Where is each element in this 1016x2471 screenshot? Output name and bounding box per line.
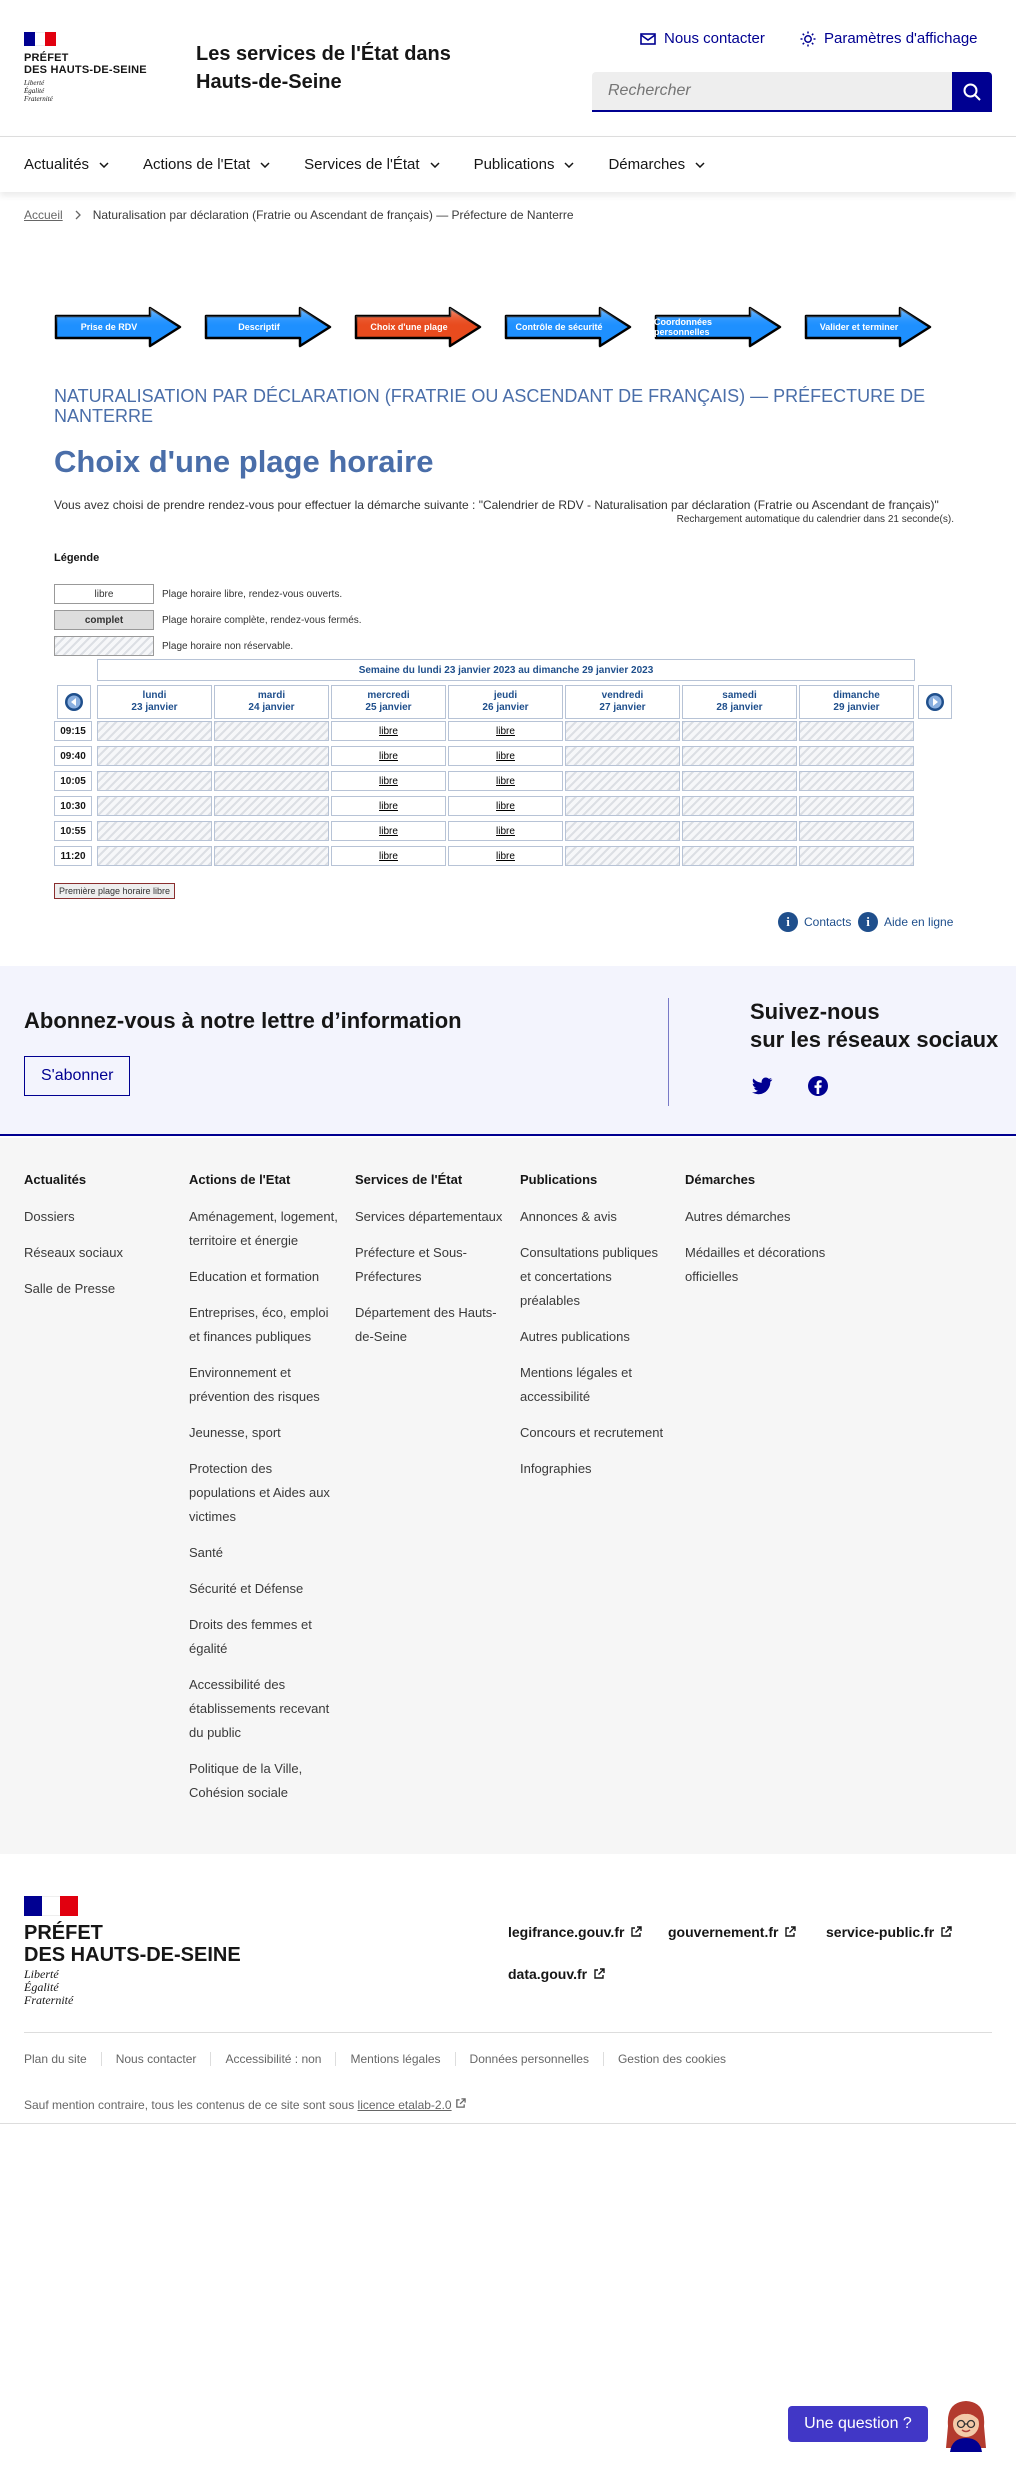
- logo-title[interactable]: [24, 52, 147, 76]
- free-slot[interactable]: libre: [448, 846, 563, 866]
- nav-item-services-etat[interactable]: [304, 156, 439, 173]
- info-icon: i: [858, 912, 878, 932]
- footer-link[interactable]: Accessibilité des établissements recevant du public: [189, 1677, 330, 1740]
- chevron-down-icon: [430, 162, 440, 168]
- legend-free-desc: Plage horaire libre, rendez-vous ouverts.: [162, 588, 343, 600]
- unavailable-slot: [97, 721, 212, 741]
- time-label: 09:40: [54, 746, 92, 766]
- unavailable-slot: [682, 721, 797, 741]
- online-help-label: Aide en ligne: [884, 915, 954, 929]
- free-slot[interactable]: libre: [331, 746, 446, 766]
- day-name: vendredi: [601, 690, 644, 701]
- unavailable-slot: [565, 796, 680, 816]
- legend-title: Légende: [54, 552, 100, 564]
- free-slot[interactable]: libre: [448, 821, 563, 841]
- site-title[interactable]: Les services de l'État dans Hauts-de-Seine: [196, 43, 451, 93]
- motto-fraternite: Fraternité: [24, 95, 53, 103]
- external-link-icon: [630, 1926, 642, 1938]
- motto-egalite: Égalité: [24, 87, 45, 95]
- footer-link[interactable]: Préfecture et Sous-Préfectures: [355, 1245, 467, 1284]
- motto-liberte: Liberté: [24, 1967, 59, 1981]
- footer-logo-line-1: PRÉFET: [24, 1922, 103, 1944]
- search-input[interactable]: [592, 72, 952, 112]
- time-label: 09:15: [54, 721, 92, 741]
- footer-link[interactable]: Département des Hauts-de-Seine: [355, 1305, 497, 1344]
- unavailable-slot: [214, 821, 329, 841]
- footer-link[interactable]: Politique de la Ville, Cohésion sociale: [189, 1761, 303, 1800]
- footer-link[interactable]: Dossiers: [24, 1209, 75, 1224]
- unavailable-slot: [799, 721, 914, 741]
- unavailable-slot: [799, 796, 914, 816]
- footer-column: [189, 1172, 339, 1817]
- footer-link[interactable]: Sécurité et Défense: [189, 1581, 304, 1596]
- legend-full-box: complet: [54, 610, 154, 630]
- previous-week-button[interactable]: [57, 685, 91, 719]
- licence-prefix: Sauf mention contraire, tous les contenus de ce site sont sous: [24, 2098, 355, 2112]
- legend-full-desc: Plage horaire complète, rendez-vous fermés.: [162, 614, 362, 626]
- contacts-label: Contacts: [804, 915, 852, 929]
- footer-column: [355, 1172, 505, 1361]
- nav-label: Services de l'État: [304, 156, 420, 173]
- day-date: 23 janvier: [131, 702, 178, 713]
- service-title: NATURALISATION PAR DÉCLARATION (FRATRIE OU ASCENDANT DE FRANÇAIS) — PRÉFECTURE DE NANTERRE: [54, 386, 926, 426]
- step-label: Contrôle de sécurité: [515, 322, 603, 332]
- footer-link[interactable]: Droits des femmes et égalité: [189, 1617, 312, 1656]
- time-label: 11:20: [54, 846, 92, 866]
- ext-link-label: gouvernement.fr: [668, 1924, 779, 1940]
- chevron-right-icon: [75, 210, 81, 220]
- search-button[interactable]: [952, 72, 992, 112]
- site-footer: [0, 1854, 1016, 2124]
- time-label: 10:30: [54, 796, 92, 816]
- day-header-dimanche: [799, 685, 914, 719]
- footer-column-title: Actualités: [24, 1172, 87, 1187]
- mail-icon: [640, 32, 656, 46]
- ext-link-label: data.gouv.fr: [508, 1966, 588, 1982]
- legal-link-sitemap[interactable]: Plan du site: [24, 2052, 87, 2066]
- social-title: [750, 998, 1010, 1054]
- contact-link[interactable]: [640, 30, 765, 47]
- unavailable-slot: [682, 821, 797, 841]
- gouvernement-link[interactable]: [668, 1924, 796, 1940]
- step-label: Descriptif: [238, 322, 280, 332]
- free-slot[interactable]: libre: [331, 846, 446, 866]
- unavailable-slot: [214, 796, 329, 816]
- ext-link-label: service-public.fr: [826, 1924, 935, 1940]
- external-link-icon: [455, 2098, 466, 2109]
- day-date: 25 janvier: [365, 702, 412, 713]
- site-header: [0, 0, 1016, 136]
- footer-link[interactable]: Mentions légales et accessibilité: [520, 1365, 633, 1404]
- footer-link[interactable]: Protection des populations et Aides aux victimes: [189, 1461, 330, 1524]
- unavailable-slot: [565, 846, 680, 866]
- search-bar: [592, 72, 992, 112]
- nav-item-actualites[interactable]: [24, 156, 109, 173]
- footer-motto: [24, 1968, 73, 2007]
- footer-column-title: Actions de l'Etat: [189, 1172, 291, 1187]
- intro-text: Vous avez choisi de prendre rendez-vous pour effectuer la démarche suivante : "Calendrier de RDV - Naturalisation par déclaration (Fratrie ou Ascendant de français)": [54, 498, 939, 512]
- chevron-down-icon: [695, 162, 705, 168]
- booking-steps: [54, 306, 934, 348]
- day-header-mardi: [214, 685, 329, 719]
- nav-item-demarches[interactable]: [608, 156, 705, 173]
- unavailable-slot: [565, 821, 680, 841]
- chat-question-button[interactable]: Une question ?: [788, 2406, 928, 2442]
- nav-label: Publications: [473, 156, 555, 173]
- legend-full: [54, 610, 362, 630]
- footer-column-title: Services de l'État: [355, 1172, 463, 1187]
- legal-link-cookies[interactable]: Gestion des cookies: [603, 2052, 740, 2066]
- reload-prefix: Rechargement automatique du calendrier dans: [676, 514, 886, 525]
- next-week-button[interactable]: [918, 685, 952, 719]
- unavailable-slot: [799, 746, 914, 766]
- legal-link-accessibility[interactable]: Accessibilité : non: [210, 2052, 335, 2066]
- day-date: 24 janvier: [248, 702, 295, 713]
- free-slot[interactable]: libre: [448, 796, 563, 816]
- legal-link-legal-notice[interactable]: Mentions légales: [335, 2052, 454, 2066]
- unavailable-slot: [682, 746, 797, 766]
- legend-free-box: libre: [54, 584, 154, 604]
- footer-link[interactable]: Consultations publiques et concertations préalables: [520, 1245, 659, 1308]
- footer-link[interactable]: Autres publications: [520, 1329, 630, 1344]
- data-gouv-link[interactable]: [508, 1966, 605, 1982]
- motto-fraternite: Fraternité: [24, 1993, 74, 2007]
- unavailable-slot: [214, 846, 329, 866]
- step-6: [804, 306, 934, 348]
- unavailable-slot: [97, 821, 212, 841]
- external-link-icon: [593, 1968, 605, 1980]
- footer-links: [0, 1138, 1016, 1854]
- footer-logo-title[interactable]: [24, 1922, 241, 1966]
- footer-link[interactable]: Infographies: [520, 1461, 592, 1476]
- day-name: samedi: [722, 690, 757, 701]
- chatbot-avatar[interactable]: [940, 2396, 992, 2454]
- legal-link-personal-data[interactable]: Données personnelles: [455, 2052, 603, 2066]
- legend-unavailable: [54, 636, 293, 656]
- divider: [24, 2032, 992, 2033]
- first-free-slot-button[interactable]: Première plage horaire libre: [54, 883, 175, 899]
- breadcrumb-current: Naturalisation par déclaration (Fratrie ou Ascendant de français) — Préfecture de Nanterre: [92, 208, 574, 222]
- footer-link[interactable]: Autres démarches: [685, 1209, 791, 1224]
- time-label: 10:55: [54, 821, 92, 841]
- day-name: jeudi: [493, 690, 518, 701]
- step-4: [504, 306, 634, 348]
- day-date: 29 janvier: [833, 702, 880, 713]
- external-link-icon: [940, 1926, 952, 1938]
- subscribe-button[interactable]: S'abonner: [24, 1056, 130, 1096]
- footer-link[interactable]: Salle de Presse: [24, 1281, 116, 1296]
- footer-logo-line-2: DES HAUTS-DE-SEINE: [24, 1944, 241, 1966]
- unavailable-slot: [565, 771, 680, 791]
- divider: [668, 998, 669, 1106]
- footer-link[interactable]: Entreprises, éco, emploi et finances publiques: [189, 1305, 329, 1344]
- footer-link[interactable]: Médailles et décorations officielles: [685, 1245, 826, 1284]
- sun-icon: [800, 31, 816, 47]
- footer-link[interactable]: Concours et recrutement: [520, 1425, 664, 1440]
- logo-motto: [24, 79, 53, 103]
- marianne-flag-icon: [24, 1896, 78, 1916]
- unavailable-slot: [565, 746, 680, 766]
- unavailable-slot: [565, 721, 680, 741]
- ext-link-label: legifrance.gouv.fr: [508, 1924, 625, 1940]
- free-slot[interactable]: libre: [331, 796, 446, 816]
- newsletter-title: Abonnez-vous à notre lettre d’information: [24, 1008, 462, 1033]
- footer-column: [685, 1172, 835, 1301]
- external-link-icon: [784, 1926, 796, 1938]
- step-5: [654, 306, 784, 348]
- footer-link[interactable]: Aménagement, logement, territoire et énergie: [189, 1209, 338, 1248]
- nav-item-actions-etat[interactable]: [143, 156, 270, 173]
- licence-link[interactable]: licence etalab-2.0: [357, 2098, 452, 2112]
- day-name: lundi: [142, 690, 167, 701]
- chevron-down-icon: [260, 162, 270, 168]
- footer-link[interactable]: Santé: [189, 1545, 223, 1560]
- free-slot[interactable]: libre: [448, 746, 563, 766]
- twitter-icon[interactable]: [750, 1074, 774, 1098]
- day-name: dimanche: [833, 690, 880, 701]
- step-label: Prise de RDV: [80, 322, 138, 332]
- footer-column: [520, 1172, 670, 1493]
- day-date: 26 janvier: [482, 702, 529, 713]
- newsletter-section: [0, 966, 1016, 1136]
- chevron-down-icon: [99, 162, 109, 168]
- day-header-lundi: [97, 685, 212, 719]
- footer-link[interactable]: Réseaux sociaux: [24, 1245, 123, 1260]
- free-slot[interactable]: libre: [331, 821, 446, 841]
- online-help-link[interactable]: [858, 912, 953, 932]
- day-date: 27 janvier: [599, 702, 646, 713]
- unavailable-slot: [97, 796, 212, 816]
- nav-label: Actualités: [24, 156, 90, 173]
- free-slot[interactable]: libre: [331, 721, 446, 741]
- unavailable-slot: [682, 846, 797, 866]
- service-public-link[interactable]: [826, 1924, 952, 1940]
- day-name: mercredi: [367, 690, 410, 701]
- legend-unavailable-desc: Plage horaire non réservable.: [162, 640, 294, 652]
- footer-column: [24, 1172, 174, 1313]
- unavailable-slot: [214, 721, 329, 741]
- step-3: [354, 306, 484, 348]
- unavailable-slot: [97, 846, 212, 866]
- step-label: Choix d'une plage: [370, 322, 448, 332]
- unavailable-slot: [214, 746, 329, 766]
- motto-liberte: Liberté: [24, 79, 45, 87]
- footer-column-title: Publications: [520, 1172, 598, 1187]
- motto-egalite: Égalité: [24, 1980, 59, 1994]
- footer-column-title: Démarches: [685, 1172, 756, 1187]
- unavailable-slot: [97, 746, 212, 766]
- week-label: Semaine du lundi 23 janvier 2023 au dimanche 29 janvier 2023: [97, 659, 915, 681]
- step-1: [54, 306, 184, 348]
- reload-suffix: seconde(s).: [901, 514, 954, 525]
- logo-line-1: PRÉFET: [24, 52, 69, 64]
- marianne-flag-icon: [24, 32, 56, 46]
- step-label: Valider et terminer: [819, 322, 899, 332]
- breadcrumb-home[interactable]: Accueil: [24, 208, 63, 222]
- search-icon: [962, 82, 982, 102]
- info-icon: i: [778, 912, 798, 932]
- arrow-left-icon: [64, 692, 84, 712]
- unavailable-slot: [799, 821, 914, 841]
- legend-free: [54, 584, 342, 604]
- free-slot[interactable]: libre: [448, 771, 563, 791]
- day-header-jeudi: [448, 685, 563, 719]
- day-name: mardi: [257, 690, 286, 701]
- unavailable-slot: [682, 796, 797, 816]
- day-header-vendredi: [565, 685, 680, 719]
- time-label: 10:05: [54, 771, 92, 791]
- unavailable-slot: [97, 771, 212, 791]
- nav-label: Démarches: [608, 156, 686, 173]
- unavailable-slot: [682, 771, 797, 791]
- legifrance-link[interactable]: [508, 1924, 642, 1940]
- day-date: 28 janvier: [716, 702, 763, 713]
- reload-notice: [677, 514, 954, 525]
- legend-unavailable-box: [54, 636, 154, 656]
- contacts-link[interactable]: [778, 912, 851, 932]
- footer-link[interactable]: Annonces & avis: [520, 1209, 617, 1224]
- footer-link[interactable]: Services départementaux: [355, 1209, 503, 1224]
- main-navigation: [0, 136, 1016, 192]
- licence-notice: [24, 2098, 466, 2112]
- social-title-line-1: Suivez-nous: [750, 999, 880, 1024]
- unavailable-slot: [214, 771, 329, 791]
- free-slot[interactable]: libre: [331, 771, 446, 791]
- page-title: Choix d'une plage horaire: [54, 444, 434, 479]
- legal-link-contact[interactable]: Nous contacter: [101, 2052, 211, 2066]
- breadcrumb: [24, 208, 574, 222]
- unavailable-slot: [799, 771, 914, 791]
- nav-label: Actions de l'Etat: [143, 156, 251, 173]
- contact-label: Nous contacter: [664, 30, 765, 47]
- free-slot[interactable]: libre: [448, 721, 563, 741]
- footer-link[interactable]: Jeunesse, sport: [189, 1425, 281, 1440]
- step-label: Coordonnées personnelles: [654, 317, 713, 337]
- day-header-mercredi: [331, 685, 446, 719]
- nav-item-publications[interactable]: [474, 156, 575, 173]
- social-title-line-2: sur les réseaux sociaux: [750, 1027, 999, 1052]
- legal-links: [24, 2052, 740, 2066]
- display-settings-link[interactable]: [800, 30, 978, 47]
- day-header-samedi: [682, 685, 797, 719]
- reload-seconds: 21: [887, 514, 899, 525]
- display-settings-label: Paramètres d'affichage: [824, 30, 978, 47]
- logo-line-2: DES HAUTS-DE-SEINE: [24, 64, 147, 76]
- footer-link[interactable]: Education et formation: [189, 1269, 320, 1284]
- chevron-down-icon: [564, 162, 574, 168]
- unavailable-slot: [799, 846, 914, 866]
- footer-link[interactable]: Environnement et prévention des risques: [189, 1365, 320, 1404]
- arrow-right-icon: [925, 692, 945, 712]
- facebook-icon[interactable]: [806, 1074, 830, 1098]
- step-2: [204, 306, 334, 348]
